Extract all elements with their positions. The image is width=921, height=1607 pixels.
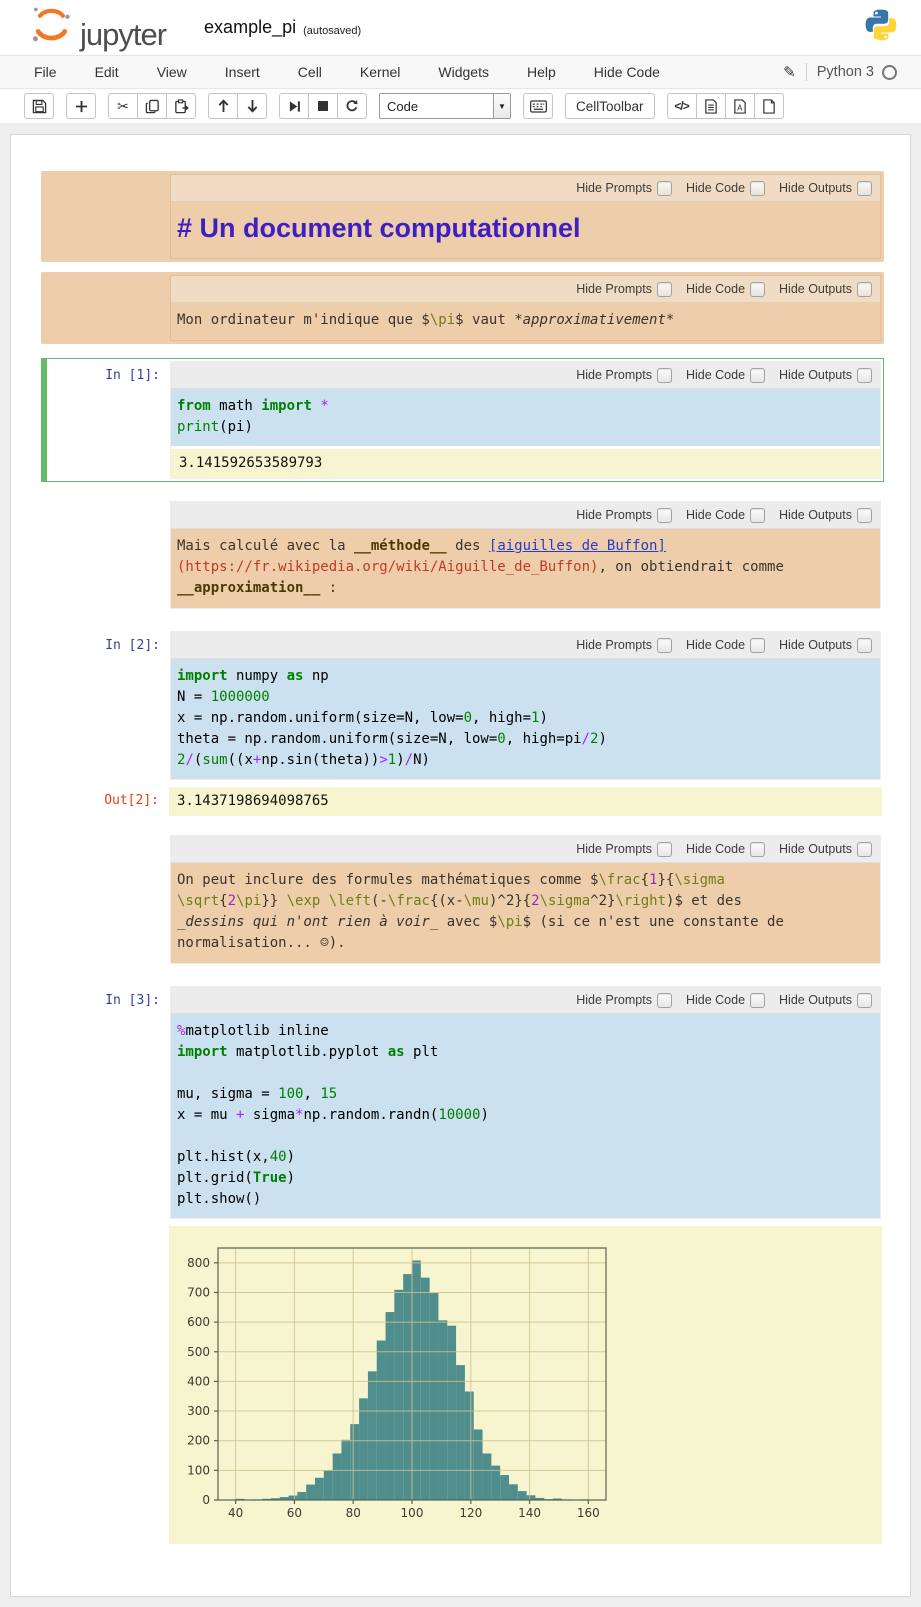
move-cell-down-button[interactable]: [237, 93, 267, 119]
hide-outputs-label: Hide Outputs: [779, 638, 852, 652]
export-html-button[interactable]: [696, 93, 726, 119]
edit-mode-pencil-icon: ✎: [783, 63, 796, 81]
code-editor[interactable]: [171, 389, 880, 446]
paste-cell-button[interactable]: [166, 93, 196, 119]
markdown-line: __approximation__ :: [177, 578, 874, 599]
markdown-line: (https://fr.wikipedia.org/wiki/Aiguille_de_Buffon), on obtiendrait comme: [177, 557, 874, 578]
output-text: 3.1437198694098765: [169, 787, 882, 816]
jupyter-logo[interactable]: [28, 3, 166, 52]
cell-toolbar: [171, 987, 880, 1014]
menu-widgets[interactable]: Widgets: [438, 58, 489, 86]
svg-text:800: 800: [187, 1256, 210, 1270]
histogram-plot: [171, 1234, 633, 1528]
svg-text:500: 500: [187, 1345, 210, 1359]
code-editor[interactable]: [171, 659, 880, 779]
hide-prompts-label: Hide Prompts: [576, 181, 652, 195]
floppy-icon: [32, 99, 47, 114]
chevron-down-icon: ▼: [493, 94, 510, 118]
svg-text:60: 60: [287, 1506, 302, 1520]
code-line: import matplotlib.pyplot as plt: [177, 1042, 874, 1063]
kernel-idle-indicator-icon: [882, 65, 897, 80]
cell-toolbar: [171, 175, 880, 202]
code-cell-1: [41, 358, 884, 482]
code-line: theta = np.random.uniform(size=N, low=0, high=pi/2): [177, 729, 874, 750]
svg-text:40: 40: [228, 1506, 243, 1520]
svg-text:120: 120: [459, 1506, 482, 1520]
output-prompt: [43, 1226, 169, 1544]
scissors-icon: ✂: [117, 98, 129, 115]
code-line: import numpy as np: [177, 666, 874, 687]
hide-code-checkbox[interactable]: [750, 508, 765, 523]
cell-prompt: [44, 174, 170, 259]
markdown-line: Mais calculé avec la __méthode__ des [aiguilles de Buffon]: [177, 536, 874, 557]
hide-prompts-label: Hide Prompts: [576, 282, 652, 296]
markdown-line: _dessins qui n'ont rien à voir_ avec $\pi$ (si ce n'est une constante de: [177, 912, 874, 933]
hide-code-label: Hide Code: [686, 368, 745, 382]
svg-text:80: 80: [346, 1506, 361, 1520]
hide-outputs-checkbox[interactable]: [857, 368, 872, 383]
code-editor[interactable]: [171, 1014, 880, 1218]
code-line: [177, 1126, 874, 1147]
notebook-toolbar: [0, 89, 921, 123]
notebook-page-background: [0, 123, 921, 1607]
cell-toolbar: [171, 502, 880, 529]
code-line: from math import *: [177, 396, 874, 417]
restart-kernel-button[interactable]: [337, 93, 367, 119]
new-file-button[interactable]: [754, 93, 784, 119]
markdown-source[interactable]: [171, 202, 880, 258]
code-line: x = mu + sigma*np.random.randn(10000): [177, 1105, 874, 1126]
celltoolbar-button[interactable]: CellToolbar: [565, 93, 655, 119]
hide-outputs-checkbox[interactable]: [857, 842, 872, 857]
output-prompt: Out[2]:: [43, 787, 169, 816]
cell-prompt: [44, 501, 170, 609]
hide-outputs-label: Hide Outputs: [779, 993, 852, 1007]
markdown-line: \sqrt{2\pi}} \exp \left(-\frac{(x-\mu)^2}{2\sigma^2}\right)$ et des: [177, 891, 874, 912]
python-logo-icon: [863, 7, 899, 48]
save-button[interactable]: [24, 93, 54, 119]
markdown-cell-formula: [41, 832, 884, 967]
hide-outputs-label: Hide Outputs: [779, 368, 852, 382]
code-cell-2: [41, 628, 884, 783]
markdown-source[interactable]: [171, 529, 880, 608]
notebook-container: [10, 134, 911, 1597]
svg-text:300: 300: [187, 1404, 210, 1418]
input-prompt: In [2]:: [44, 631, 170, 780]
hide-outputs-checkbox[interactable]: [857, 638, 872, 653]
plot-output-row: [41, 1226, 884, 1544]
hide-outputs-label: Hide Outputs: [779, 282, 852, 296]
hide-outputs-label: Hide Outputs: [779, 842, 852, 856]
menu-hide-code[interactable]: Hide Code: [594, 58, 660, 86]
cell-toolbar: [171, 276, 880, 303]
hide-outputs-checkbox[interactable]: [857, 993, 872, 1008]
cell-toolbar: [171, 836, 880, 863]
cell-prompt: [44, 275, 170, 341]
hide-code-checkbox[interactable]: [750, 368, 765, 383]
hide-prompts-checkbox[interactable]: [657, 993, 672, 1008]
svg-text:200: 200: [187, 1434, 210, 1448]
menu-file[interactable]: File: [34, 58, 57, 86]
paste-icon: [174, 99, 189, 114]
interrupt-kernel-button[interactable]: [308, 93, 338, 119]
markdown-source[interactable]: [171, 863, 880, 963]
hide-code-label: Hide Code: [686, 181, 745, 195]
svg-text:100: 100: [187, 1463, 210, 1477]
cell-prompt: [44, 835, 170, 964]
svg-text:400: 400: [187, 1374, 210, 1388]
notebook-title[interactable]: example_pi: [204, 17, 296, 38]
cell-toolbar: [171, 362, 880, 389]
command-palette-button[interactable]: [523, 93, 553, 119]
menubar: [0, 56, 921, 89]
arrow-up-icon: [217, 99, 230, 113]
plot-output-area: [169, 1226, 882, 1544]
stop-icon: [317, 100, 329, 112]
hide-prompts-label: Hide Prompts: [576, 508, 652, 522]
jupyter-logo-icon: [28, 3, 74, 52]
code-line: print(pi): [177, 417, 874, 438]
svg-text:A: A: [737, 103, 743, 112]
step-forward-icon: [288, 100, 301, 113]
add-cell-button[interactable]: [66, 93, 96, 119]
svg-text:600: 600: [187, 1315, 210, 1329]
cut-cell-button[interactable]: [108, 93, 138, 119]
hide-prompts-checkbox[interactable]: [657, 842, 672, 857]
cell-type-value: Code: [380, 99, 493, 114]
code-line: plt.grid(True): [177, 1168, 874, 1189]
hide-prompts-checkbox[interactable]: [657, 181, 672, 196]
move-cell-up-button[interactable]: [208, 93, 238, 119]
markdown-line: normalisation... ☺).: [177, 933, 874, 954]
hide-outputs-checkbox[interactable]: [857, 282, 872, 297]
file-blank-icon: [762, 99, 776, 114]
hide-code-checkbox[interactable]: [750, 842, 765, 857]
keyboard-icon: [530, 100, 547, 113]
hide-outputs-checkbox[interactable]: [857, 508, 872, 523]
markdown-cell-buffon: [41, 498, 884, 612]
svg-text:100: 100: [401, 1506, 424, 1520]
input-prompt: In [3]:: [44, 986, 170, 1219]
hide-prompts-label: Hide Prompts: [576, 638, 652, 652]
markdown-cell-heading: [41, 171, 884, 262]
hide-prompts-checkbox[interactable]: [657, 368, 672, 383]
svg-text:160: 160: [577, 1506, 600, 1520]
hide-outputs-label: Hide Outputs: [779, 181, 852, 195]
input-prompt: In [1]:: [44, 361, 170, 479]
hide-prompts-checkbox[interactable]: [657, 282, 672, 297]
run-cell-button[interactable]: [279, 93, 309, 119]
code-line: x = np.random.uniform(size=N, low=0, high=1): [177, 708, 874, 729]
markdown-line: On peut inclure des formules mathématiques comme $\frac{1}{\sigma: [177, 870, 874, 891]
hide-prompts-label: Hide Prompts: [576, 842, 652, 856]
cell-type-dropdown[interactable]: [379, 93, 511, 119]
menu-cell[interactable]: Cell: [298, 58, 322, 86]
refresh-icon: [345, 99, 359, 113]
markdown-cell-intro: [41, 272, 884, 344]
arrow-down-icon: [246, 99, 259, 113]
copy-cell-button[interactable]: [137, 93, 167, 119]
menu-view[interactable]: View: [157, 58, 187, 86]
hide-outputs-label: Hide Outputs: [779, 508, 852, 522]
hide-code-label: Hide Code: [686, 508, 745, 522]
menu-kernel[interactable]: Kernel: [360, 58, 400, 86]
export-pdf-button[interactable]: [725, 93, 755, 119]
menu-edit[interactable]: Edit: [95, 58, 119, 86]
code-line: %matplotlib inline: [177, 1021, 874, 1042]
hide-code-label: Hide Code: [686, 282, 745, 296]
code-line: plt.show(): [177, 1189, 874, 1210]
hide-code-label: Hide Code: [686, 842, 745, 856]
cell-toolbar: [171, 632, 880, 659]
hide-code-label: Hide Code: [686, 638, 745, 652]
hide-code-label: Hide Code: [686, 993, 745, 1007]
kernel-name: Python 3: [817, 64, 874, 80]
svg-text:0: 0: [202, 1493, 210, 1507]
file-pdf-icon: [733, 99, 747, 114]
code-line: plt.hist(x,40): [177, 1147, 874, 1168]
svg-text:140: 140: [518, 1506, 541, 1520]
hide-prompts-checkbox[interactable]: [657, 638, 672, 653]
markdown-source[interactable]: [171, 303, 880, 340]
code-line: N = 1000000: [177, 687, 874, 708]
file-text-icon: [704, 99, 718, 114]
code-cell-3: [41, 983, 884, 1222]
app-header: [0, 0, 921, 56]
hide-code-checkbox[interactable]: [750, 638, 765, 653]
autosave-status: (autosaved): [303, 19, 361, 37]
hide-code-checkbox[interactable]: [750, 993, 765, 1008]
code-line: 2/(sum((x+np.sin(theta))>1)/N): [177, 750, 874, 771]
hide-code-checkbox[interactable]: [750, 282, 765, 297]
export-code-button[interactable]: </>: [667, 93, 697, 119]
plus-icon: [75, 100, 88, 113]
copy-icon: [145, 99, 160, 114]
menu-help[interactable]: Help: [527, 58, 556, 86]
markdown-line: Mon ordinateur m'indique que $\pi$ vaut *approximativement*: [177, 310, 874, 331]
hide-prompts-checkbox[interactable]: [657, 508, 672, 523]
hide-prompts-label: Hide Prompts: [576, 993, 652, 1007]
hide-code-checkbox[interactable]: [750, 181, 765, 196]
code-line: [177, 1063, 874, 1084]
hide-prompts-label: Hide Prompts: [576, 368, 652, 382]
code-line: mu, sigma = 100, 15: [177, 1084, 874, 1105]
output-text: 3.141592653589793: [171, 449, 880, 478]
menu-insert[interactable]: Insert: [225, 58, 260, 86]
svg-text:700: 700: [187, 1285, 210, 1299]
hide-outputs-checkbox[interactable]: [857, 181, 872, 196]
markdown-line: # Un document computationnel: [177, 209, 874, 249]
jupyter-wordmark: jupyter: [80, 19, 166, 52]
divider: [806, 63, 807, 81]
output-row: [41, 787, 884, 816]
